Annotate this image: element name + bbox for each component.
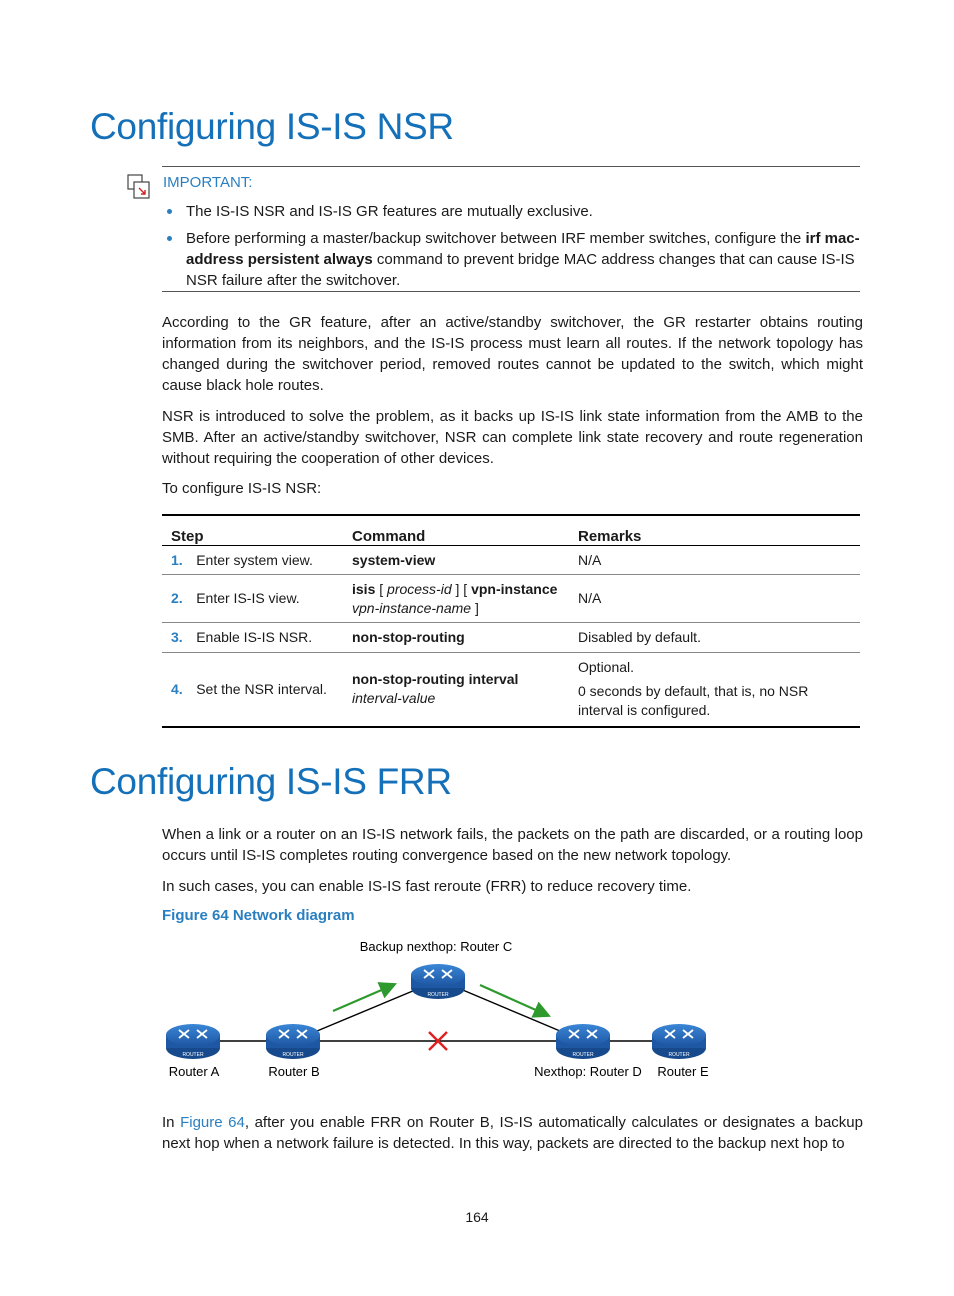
column-header-remarks: Remarks	[578, 528, 642, 545]
link-c-d	[458, 988, 560, 1031]
step-description: Enter IS-IS view.	[196, 590, 300, 606]
bullet-item: Before performing a master/backup switchover between IRF member switches, configure the irf mac-address persistent always command to prevent bridge MAC address changes that can cause IS-IS NSR failure after the switchover.	[162, 228, 862, 291]
step-number: 4.	[171, 680, 183, 697]
step-description: Enable IS-IS NSR.	[196, 629, 313, 645]
step-number: 3.	[171, 629, 183, 645]
paragraph: To configure IS-IS NSR:	[162, 480, 322, 497]
network-diagram	[0, 930, 954, 1090]
step-description: Set the NSR interval.	[196, 680, 327, 697]
router-a-label: Router A	[168, 1064, 220, 1079]
important-label: IMPORTANT:	[163, 174, 253, 191]
page-title-frr: Configuring IS-IS FRR	[90, 761, 452, 802]
router-a-icon	[166, 1024, 220, 1059]
paragraph: According to the GR feature, after an active/standby switchover, the GR restarter obtains routing information from its neighbors, and the IS-IS process must learn all routes. If the network topology has changed during the switchover period, removed routes cannot be updated to the switch, which might cause black hole routes.	[162, 314, 863, 394]
paragraph: When a link or a router on an IS-IS network fails, the packets on the path are discarded, or a routing loop occurs until IS-IS completes routing convergence based on the new network topology.	[162, 826, 863, 864]
traffic-arrow-to-c	[333, 985, 393, 1011]
step-description: Enter system view.	[196, 551, 313, 568]
svg-text:ROUTER: ROUTER	[282, 1052, 304, 1058]
router-c-icon	[411, 964, 465, 999]
step-remarks: N/A	[578, 590, 602, 606]
router-d-icon	[556, 1024, 610, 1059]
important-note-icon	[127, 174, 151, 200]
step-number: 1.	[171, 551, 183, 568]
step-remarks: Optional. 0 seconds by default, that is, no NSR interval is configured.	[578, 659, 809, 719]
column-header-command: Command	[352, 528, 426, 545]
svg-text:ROUTER: ROUTER	[427, 992, 449, 998]
bullet-item: The IS-IS NSR and IS-IS GR features are mutually exclusive.	[162, 201, 862, 222]
router-c-label: Backup nexthop: Router C	[359, 939, 513, 954]
svg-text:ROUTER: ROUTER	[572, 1052, 594, 1058]
important-bullets	[162, 201, 862, 291]
important-bottom-rule	[162, 291, 860, 292]
step-command: isis [ process-id ] [ vpn-instance vpn-instance-name ]	[352, 580, 558, 616]
column-header-step: Step	[171, 528, 204, 545]
step-number: 2.	[171, 590, 183, 606]
table-row	[162, 653, 860, 727]
paragraph: NSR is introduced to solve the problem, as it backs up IS-IS link state information from the AMB to the SMB. After an active/standby switchover, NSR can complete link state recovery and route regeneration without requiring the cooperation of other devices.	[162, 408, 863, 467]
svg-text:ROUTER: ROUTER	[668, 1052, 690, 1058]
step-command: system-view	[352, 551, 436, 568]
router-e-label: Router E	[657, 1064, 709, 1079]
traffic-arrow-to-d	[480, 985, 547, 1015]
step-command: non-stop-routing	[352, 629, 465, 645]
paragraph: In such cases, you can enable IS-IS fast reroute (FRR) to reduce recovery time.	[162, 878, 692, 895]
router-b-icon	[266, 1024, 320, 1059]
table-row	[162, 546, 860, 575]
config-steps-table	[162, 514, 860, 728]
step-remarks: N/A	[578, 551, 602, 568]
svg-text:ROUTER: ROUTER	[182, 1052, 204, 1058]
router-e-icon	[652, 1024, 706, 1059]
page-title-nsr: Configuring IS-IS NSR	[90, 106, 454, 147]
router-d-label: Nexthop: Router D	[534, 1064, 642, 1079]
figure-caption: Figure 64 Network diagram	[162, 907, 355, 924]
paragraph: In Figure 64, after you enable FRR on Router B, IS-IS automatically calculates or designates a backup next hop when a network failure is detected. In this way, packets are directed to the backup next hop to	[162, 1114, 863, 1152]
figure-64-link[interactable]: Figure 64	[180, 1114, 245, 1131]
table-row	[162, 623, 860, 653]
table-row	[162, 575, 860, 623]
step-command: non-stop-routing interval interval-value	[352, 671, 519, 707]
page-number: 164	[465, 1209, 489, 1225]
step-remarks: Disabled by default.	[578, 629, 701, 645]
router-b-label: Router B	[268, 1064, 320, 1079]
table-header-row	[162, 515, 860, 546]
important-top-rule	[162, 166, 860, 167]
